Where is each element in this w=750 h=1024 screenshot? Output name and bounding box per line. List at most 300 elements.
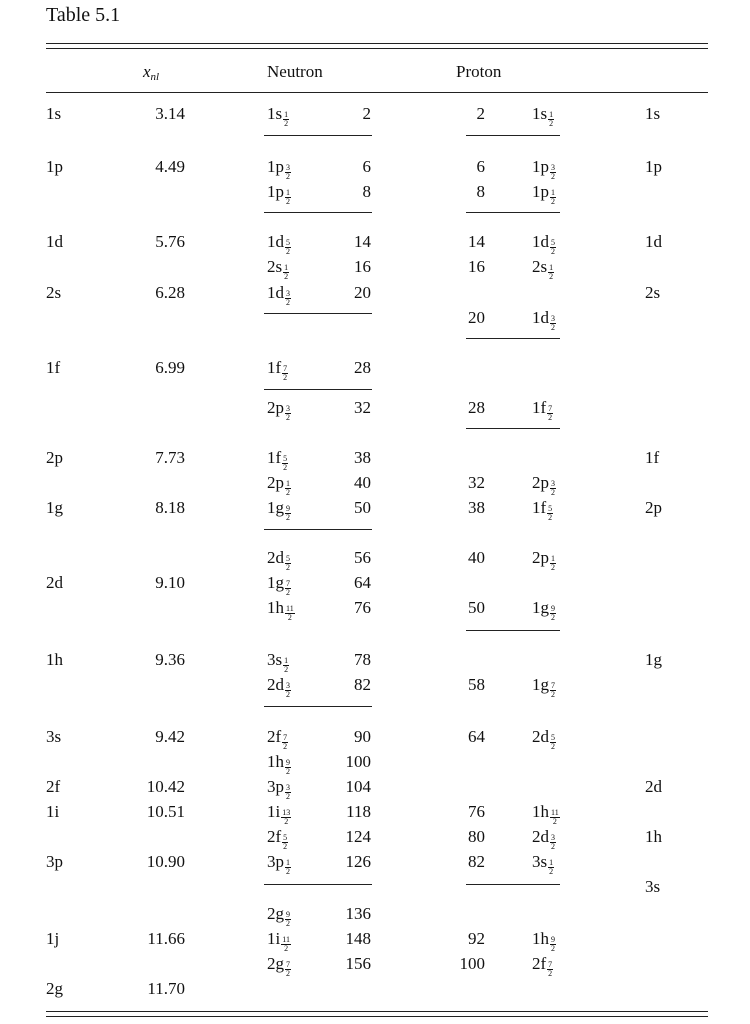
orbital-label: 1i [267,929,281,948]
proton-shell-gap [466,428,560,429]
orbital-label: 1h [267,752,284,771]
j-fraction [547,961,553,978]
j-numerator: 5 [548,504,553,513]
j-fraction [285,505,291,522]
j-denominator: 2 [281,817,291,826]
j-denominator: 2 [551,690,555,699]
neutron-count: 64 [354,573,371,592]
right-level-label: 1g [645,650,662,669]
proton-shell-gap [466,135,560,136]
neutron-count: 100 [345,752,371,771]
orbital-label: 1d [267,232,284,251]
neutron-count: 2 [362,104,371,123]
j-fraction [282,365,288,382]
neutron-count: 38 [354,448,371,467]
j-denominator: 2 [549,119,554,128]
neutron-orbital [267,548,291,572]
j-fraction [281,809,291,826]
j-numerator: 9 [286,910,290,919]
neutron-count: 28 [354,358,371,377]
j-denominator: 2 [284,119,289,128]
j-numerator: 7 [548,404,553,413]
orbital-label: 3s [267,650,283,669]
orbital-label: 1g [267,498,284,517]
orbital-label: 1h [532,802,549,821]
xnl-value: 6.28 [155,283,185,302]
proton-orbital [532,929,556,953]
neutron-orbital [267,573,291,597]
proton-shell-gap [466,630,560,631]
proton-orbital [532,398,553,422]
j-denominator: 2 [283,373,288,382]
orbital-label: 3p [267,777,284,796]
j-numerator: 13 [282,808,291,817]
orbital-label: 2s [267,257,283,276]
proton-shell-gap [466,884,560,885]
proton-orbital [532,498,553,522]
j-fraction [550,834,556,851]
j-fraction [285,961,291,978]
j-numerator: 1 [551,554,555,563]
j-denominator: 2 [285,613,295,622]
neutron-orbital [267,232,291,256]
neutron-orbital [267,777,291,801]
level-label: 2g [46,979,63,998]
header-neutron: Neutron [267,62,323,81]
j-fraction [550,605,556,622]
j-numerator: 7 [551,681,555,690]
level-label: 3p [46,852,63,871]
proton-count: 28 [468,398,485,417]
neutron-shell-gap [264,389,372,390]
j-denominator: 2 [286,767,290,776]
neutron-count: 104 [345,777,371,796]
j-numerator: 7 [286,960,290,969]
xnl-value: 9.42 [155,727,185,746]
neutron-count: 16 [354,257,371,276]
neutron-count: 124 [345,827,371,846]
orbital-label: 2p [532,548,549,567]
j-denominator: 2 [551,944,555,953]
j-denominator: 2 [286,513,290,522]
proton-orbital [532,852,554,876]
right-level-label: 3s [645,877,661,896]
xnl-value: 3.14 [155,104,185,123]
j-denominator: 2 [286,298,290,307]
j-fraction [285,784,291,801]
neutron-orbital [267,283,291,307]
right-level-label: 1d [645,232,662,251]
neutron-count: 76 [354,598,371,617]
j-fraction [550,239,556,256]
j-fraction [548,859,554,876]
neutron-count: 118 [346,802,371,821]
j-denominator: 2 [549,867,554,876]
j-fraction [285,480,291,497]
j-numerator: 1 [284,263,289,272]
orbital-label: 1p [267,182,284,201]
j-fraction [550,315,556,332]
top-rule-1 [46,43,708,44]
j-numerator: 1 [549,263,554,272]
j-fraction [285,290,291,307]
j-fraction [550,164,556,181]
level-label: 1i [46,802,60,821]
neutron-count: 6 [362,157,371,176]
j-fraction [550,682,556,699]
orbital-label: 1f [267,448,282,467]
j-fraction [283,264,289,281]
j-fraction [285,911,291,928]
j-denominator: 2 [551,488,555,497]
neutron-orbital [267,852,291,876]
j-fraction [285,239,291,256]
j-denominator: 2 [551,247,555,256]
proton-count: 58 [468,675,485,694]
proton-orbital [532,308,556,332]
j-fraction [282,734,288,751]
proton-orbital [532,182,556,206]
orbital-label: 1g [532,598,549,617]
j-denominator: 2 [551,197,555,206]
neutron-count: 148 [345,929,371,948]
header-proton: Proton [456,62,502,81]
proton-orbital [532,548,556,572]
right-level-label: 2d [645,777,662,796]
level-label: 1f [46,358,61,377]
j-denominator: 2 [548,969,553,978]
bottom-rule-1 [46,1011,708,1012]
j-numerator: 1 [286,188,290,197]
orbital-label: 2s [532,257,548,276]
j-numerator: 5 [283,454,288,463]
j-denominator: 2 [286,588,290,597]
j-fraction [548,111,554,128]
proton-orbital [532,473,556,497]
orbital-label: 2p [267,473,284,492]
j-denominator: 2 [551,613,555,622]
j-numerator: 7 [283,733,288,742]
proton-count: 92 [468,929,485,948]
neutron-count: 136 [345,904,371,923]
right-level-label: 2p [645,498,662,517]
neutron-count: 32 [354,398,371,417]
level-label: 2p [46,448,63,467]
j-denominator: 2 [548,513,553,522]
j-denominator: 2 [283,742,288,751]
j-fraction [283,657,289,674]
j-numerator: 9 [286,504,290,513]
j-fraction [550,555,556,572]
j-fraction [285,405,291,422]
j-numerator: 1 [549,858,554,867]
orbital-label: 2d [532,827,549,846]
orbital-label: 2d [267,548,284,567]
xnl-value: 5.76 [155,232,185,251]
orbital-label: 1h [267,598,284,617]
level-label: 1g [46,498,63,517]
level-label: 1s [46,104,62,123]
orbital-label: 1p [532,157,549,176]
proton-count: 16 [468,257,485,276]
neutron-orbital [267,929,291,953]
j-numerator: 1 [286,858,290,867]
j-fraction [285,682,291,699]
orbital-label: 3p [267,852,284,871]
proton-orbital [532,104,554,128]
j-denominator: 2 [281,944,291,953]
neutron-orbital [267,182,291,206]
j-numerator: 11 [282,935,290,944]
j-denominator: 2 [551,563,555,572]
j-numerator: 3 [286,783,290,792]
neutron-shell-gap [264,706,372,707]
neutron-count: 14 [354,232,371,251]
j-numerator: 3 [551,833,555,842]
proton-count: 38 [468,498,485,517]
xnl-value: 7.73 [155,448,185,467]
right-level-label: 1f [645,448,660,467]
xnl-value: 6.99 [155,358,185,377]
j-numerator: 5 [283,833,288,842]
orbital-label: 2f [532,954,547,973]
neutron-count: 126 [345,852,371,871]
j-numerator: 9 [286,758,290,767]
j-fraction [285,759,291,776]
neutron-shell-gap [264,212,372,213]
xnl-value: 11.70 [147,979,185,998]
neutron-count: 156 [345,954,371,973]
orbital-label: 2p [532,473,549,492]
right-level-label: 1p [645,157,662,176]
j-fraction [282,834,288,851]
right-level-label: 2s [645,283,661,302]
j-numerator: 3 [286,404,290,413]
header-xnl: $x_{nl}$ [143,62,160,83]
proton-orbital [532,675,556,699]
j-numerator: 3 [551,479,555,488]
neutron-shell-gap [264,313,372,314]
j-numerator: 5 [551,238,555,247]
neutron-count: 8 [362,182,371,201]
proton-count: 40 [468,548,485,567]
proton-count: 6 [476,157,485,176]
j-denominator: 2 [286,690,290,699]
level-label: 1p [46,157,63,176]
neutron-orbital [267,473,291,497]
j-fraction [281,936,291,953]
orbital-label: 3s [532,852,548,871]
neutron-orbital [267,598,295,622]
proton-orbital [532,257,554,281]
j-denominator: 2 [286,792,290,801]
xnl-value: 11.66 [147,929,185,948]
j-numerator: 7 [548,960,553,969]
j-denominator: 2 [286,413,290,422]
orbital-label: 1g [532,675,549,694]
level-label: 2s [46,283,62,302]
xnl-value: 10.42 [146,777,185,796]
right-level-label: 1s [645,104,661,123]
neutron-orbital [267,498,291,522]
j-numerator: 5 [286,554,290,563]
j-denominator: 2 [551,842,555,851]
neutron-orbital [267,802,291,826]
j-fraction [550,809,560,826]
bottom-rule-2 [46,1016,708,1017]
neutron-count: 50 [354,498,371,517]
j-denominator: 2 [548,413,553,422]
proton-count: 32 [468,473,485,492]
orbital-label: 2g [267,904,284,923]
j-numerator: 1 [549,110,554,119]
xnl-value: 4.49 [155,157,185,176]
orbital-label: 1f [532,498,547,517]
j-numerator: 1 [284,656,289,665]
orbital-label: 2f [267,827,282,846]
level-label: 1j [46,929,60,948]
proton-count: 2 [476,104,485,123]
j-fraction [285,555,291,572]
j-denominator: 2 [284,272,289,281]
j-numerator: 1 [286,479,290,488]
j-fraction [285,859,291,876]
j-denominator: 2 [286,969,290,978]
j-numerator: 3 [286,289,290,298]
proton-shell-gap [466,338,560,339]
proton-count: 14 [468,232,485,251]
orbital-label: 1p [532,182,549,201]
proton-count: 8 [476,182,485,201]
j-numerator: 3 [551,314,555,323]
neutron-count: 78 [354,650,371,669]
proton-count: 64 [468,727,485,746]
orbital-label: 1f [267,358,282,377]
j-denominator: 2 [286,172,290,181]
orbital-label: 2f [267,727,282,746]
neutron-count: 56 [354,548,371,567]
proton-orbital [532,232,556,256]
j-denominator: 2 [286,563,290,572]
xnl-value: 10.90 [146,852,185,871]
neutron-count: 20 [354,283,371,302]
neutron-orbital [267,727,288,751]
j-denominator: 2 [551,172,555,181]
orbital-label: 1d [532,232,549,251]
orbital-label: 2g [267,954,284,973]
neutron-orbital [267,675,291,699]
orbital-label: 1i [267,802,281,821]
proton-shell-gap [466,212,560,213]
proton-count: 76 [468,802,485,821]
j-fraction [547,405,553,422]
orbital-label: 1g [267,573,284,592]
xnl-value: 9.36 [155,650,185,669]
level-label: 3s [46,727,62,746]
proton-orbital [532,598,556,622]
j-denominator: 2 [283,842,288,851]
right-level-label: 1h [645,827,662,846]
j-numerator: 9 [551,604,555,613]
neutron-count: 90 [354,727,371,746]
j-numerator: 3 [286,163,290,172]
j-denominator: 2 [286,919,290,928]
xnl-value: 8.18 [155,498,185,517]
orbital-label: 1d [532,308,549,327]
proton-orbital [532,727,556,751]
j-numerator: 5 [551,733,555,742]
proton-orbital [532,954,553,978]
j-numerator: 11 [551,808,559,817]
proton-count: 100 [459,954,485,973]
j-numerator: 7 [283,364,288,373]
orbital-label: 1s [267,104,283,123]
neutron-orbital [267,448,288,472]
level-label: 1h [46,650,63,669]
orbital-label: 1d [267,283,284,302]
j-fraction [550,936,556,953]
proton-count: 80 [468,827,485,846]
neutron-orbital [267,752,291,776]
orbital-label: 2p [267,398,284,417]
neutron-orbital [267,257,289,281]
neutron-shell-gap [264,529,372,530]
j-fraction [285,605,295,622]
orbital-label: 2d [267,675,284,694]
xnl-value: 9.10 [155,573,185,592]
neutron-orbital [267,827,288,851]
j-numerator: 5 [286,238,290,247]
neutron-orbital [267,650,289,674]
top-rule-2 [46,48,708,49]
proton-orbital [532,802,560,826]
j-denominator: 2 [550,817,560,826]
j-numerator: 1 [284,110,289,119]
j-fraction [283,111,289,128]
neutron-orbital [267,954,291,978]
j-fraction [550,189,556,206]
level-label: 2f [46,777,61,796]
j-numerator: 7 [286,579,290,588]
j-fraction [550,480,556,497]
orbital-label: 1p [267,157,284,176]
level-label: 1d [46,232,63,251]
j-fraction [285,164,291,181]
j-fraction [282,455,288,472]
j-denominator: 2 [286,247,290,256]
j-denominator: 2 [549,272,554,281]
j-denominator: 2 [286,488,290,497]
j-denominator: 2 [551,323,555,332]
xnl-value: 10.51 [146,802,185,821]
j-fraction [548,264,554,281]
j-numerator: 1 [551,188,555,197]
j-numerator: 9 [551,935,555,944]
j-numerator: 3 [551,163,555,172]
neutron-orbital [267,904,291,928]
table-caption: Table 5.1 [46,4,121,26]
orbital-label: 1s [532,104,548,123]
neutron-shell-gap [264,884,372,885]
neutron-orbital [267,157,291,181]
neutron-count: 82 [354,675,371,694]
proton-count: 20 [468,308,485,327]
j-denominator: 2 [284,665,289,674]
orbital-label: 1f [532,398,547,417]
j-denominator: 2 [551,742,555,751]
neutron-orbital [267,358,288,382]
proton-count: 50 [468,598,485,617]
